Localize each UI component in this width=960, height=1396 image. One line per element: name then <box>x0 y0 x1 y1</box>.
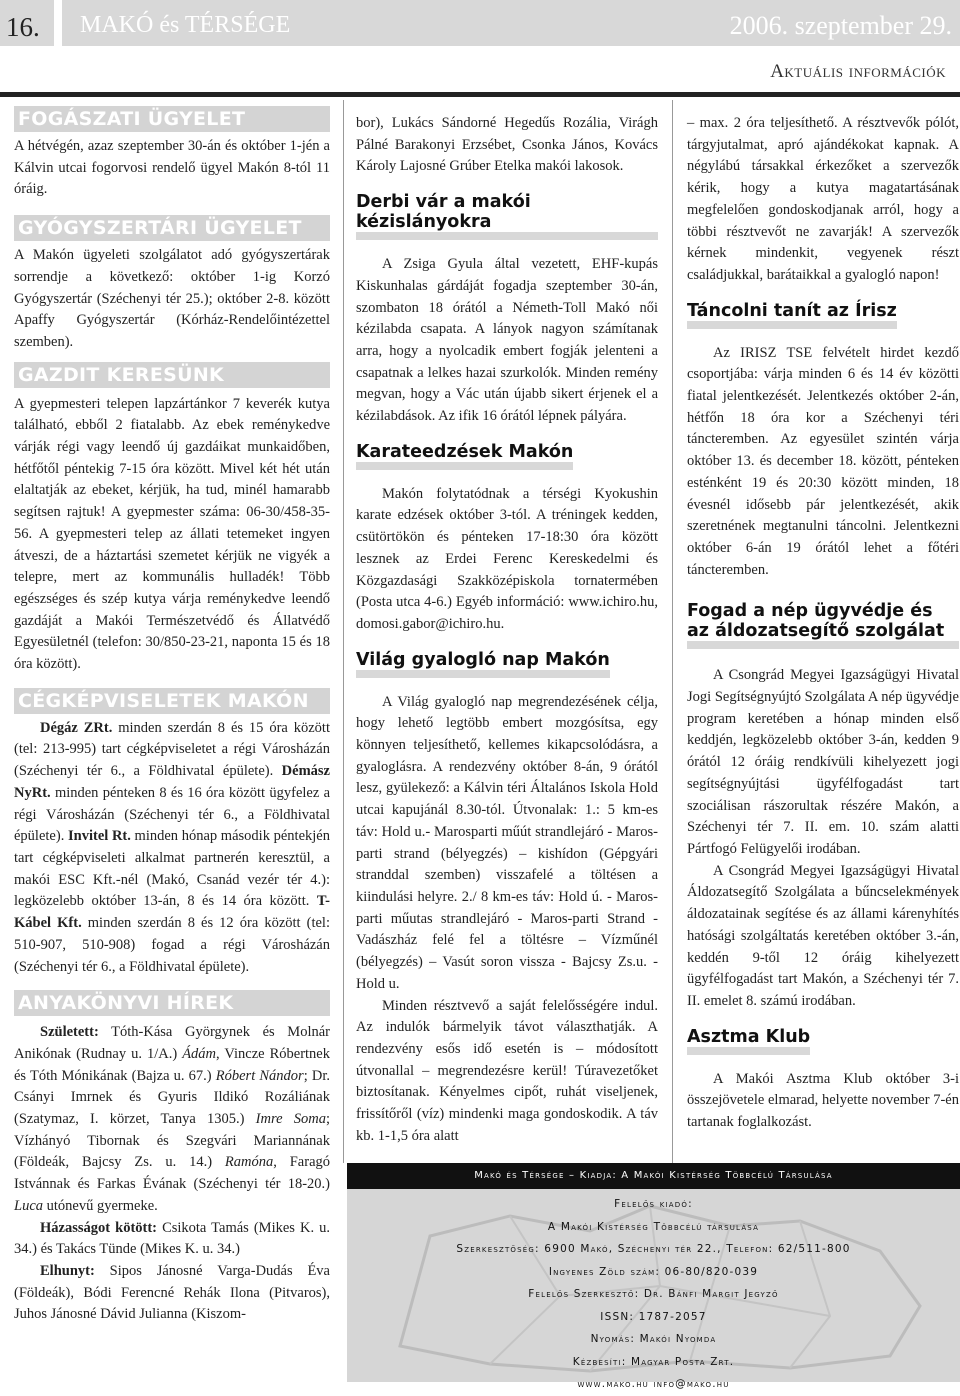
impressum-line: Szerkesztőség: 6900 Makó, Széchenyi tér 22., Telefon: 62/511-800 <box>456 1243 851 1255</box>
paper-name: MAKÓ és TÉRSÉGE <box>80 12 291 38</box>
impressum-line: A Makói Kistérség Többcélú társulása <box>547 1220 760 1233</box>
article-asztma: A Makói Asztma Klub október 3-i összejövetele elmarad, helyette november 7-én tartanak foglalkozást. <box>687 1070 959 1131</box>
column-divider <box>672 100 673 1163</box>
company-tkabel: T-Kábel Kft. <box>14 893 330 932</box>
top-rule <box>0 92 960 97</box>
impressum-link[interactable]: www.mako.hu info@mako.hu <box>577 1378 730 1390</box>
heading-karate: Karateedzések Makón <box>356 442 573 470</box>
article-derbi: A Zsiga Gyula által vezetett, EHF-kupás Kiskunhalas gárdáját fogadja szeptember 30-án, szombaton 18 órától a Németh-Toll Makó női kézilabda csapata. A lányok nagyon számítanak arra, hogy a nyolcadik embert fogják jelenteni a csapatnak a lelkes hazai szurkolók. Minden remény megvan, hogy a Vác után újabb sikert érjenek el a kézilabdások. Az ifik 16 órától lépnek pályára. <box>356 256 658 425</box>
article-szuletett: Született: Tóth-Kása Györgynek és Molnár Anikónak (Rudnay u. 1/A.) Ádám, Vincze Róbertnek és Tóth Mónikának (Bajza u. 67.) Róbert Nándor; Dr. Csányi Imrnek és Gyuris Ildikó Rozáliának (Szatymaz, I. körzet, Tanya 1305.) Imre Soma; Vízhányó Tibornak és Szegvári Mariannának (Földeák, Bajcsy Zs. u. 14.) Ramóna, Faragó Istvánnak és Farkas Évának (Széchenyi tér 18-20.) Luca utónevű gyermeke. <box>14 1024 331 1214</box>
article-fogad-2: A Csongrád Megyei Igazságügyi Hivatal Áldozatsegítő Szolgálata a bűncselekmények áldozatainak segítése és az állami kárenyhítés hatósági szolgáltatás keretében október 3.-án, keddén 9-től 12 óráig kihelyezett ügyfélfogadást tart Makón, a Széchenyi tér 7. II. emelet 8. számú irodában. <box>687 862 959 1009</box>
article-hazassag: Házasságot kötött: Csikota Tamás (Mikes K. u. 34.) és Takács Tünde (Mikes K. u. 34.) <box>14 1219 330 1258</box>
company-demasz: Démász NyRt. <box>14 763 330 801</box>
article-gazdit: A gyepmesteri telepen lapzártánkor 7 keverék kutya található, ebből 2 fiatalabb. Az ebek reménykedve várják régi vagy leendő új gazdáikat munkaidőben, hétfőtől péntekig 7-15 óra között. Mivel két hét után elaltatják az ebeket, kérjük, ha tud, minél hamarabb segítsen rajtuk! A gyepmester száma: 06-30/458-35-56. A gyepmesteri telep az állati tetemeket ingyen átveszi, de a háztartási szemetet kérjük ne vigyék a telepre, mert az kommunális hulladék! Több egészséges és szép kutya várja reménykedve leendő gazdáját a Makói Természetvédő és Állatvédő Egyesületnél (telefon: 30/850-23-21, naponta 15 és 18 óra között). <box>14 395 330 673</box>
section-title: Aktuális információk <box>770 61 946 82</box>
impressum-line: Kézbesíti: Magyar Posta Zrt. <box>572 1355 735 1368</box>
company-invitel: Invitel Rt. <box>68 828 131 845</box>
heading-gazdit: GAZDIT KERESÜNK <box>14 362 330 388</box>
impressum-line: ISSN: 1787-2057 <box>600 1310 707 1323</box>
heading-vilag-gyalogло: Világ gyalogló nap Makón <box>356 650 610 678</box>
issue-date: 2006. szeptember 29. <box>729 11 952 40</box>
article-vilag-gyalogló-2: Minden résztvevő a saját felelősségére indul. Az indulók bármelyik távot választhatják. A rendezvény esős idő esetén is – módosított útvonallal – megrendezésre kerül! Túravezetőket biztosítanak. Kényelmes cipőt, ruhát viseljenek, frissítőről (víz) mindenki maga gondoskodik. A táv kb. 1-1,5 óra alatt <box>356 997 658 1144</box>
article-fogad-1: A Csongrád Megyei Igazságügyi Hivatal Jogi Segítségnyújtó Szolgálata A nép ügyvédje program keretében a hónap minden első keddjén, legközelebb október 3-án, kedden 9 órától 12 óráig rendkívüli kihelyezett jogi segítségnyújtási ügyfélfogadást tart szociálisan rászorultak részére Makón, a Széchenyi tér 7. II. em. 10. szám alatti Pártfogó Felügyelői irodában. <box>687 667 959 857</box>
article-cegkepviseletek: Dégáz ZRt. minden szerdán 8 és 15 óra között (tel: 213-995) tart cégképviseletet a régi Városházán (Széchenyi tér 6., a Földhivatal épülete). Démász NyRt. minden pénteken 8 és 16 óra között ügyfelez a régi Városházán (Széchenyi tér 6., a Földhivatal épülete). Invitel Rt. minden hónap második péntekjén tart cégképviseleti alkalmat partnerén keresztül, a makói ESC Kft.-nél (Makó, Csanád vezér tér 4.): legközelebb október 13-án, 8 és 14 óra között. T-Kábel Kft. minden szerdán 8 és 12 óra között (tel: 510-907, 510-908) fogad a régi Városházán (Széchenyi tér 6., a Földhivatal épülete). <box>14 719 330 975</box>
impressum-title: Makó és Térsége – Kiadja: A Makói Kistérség Többcélú Társulása <box>347 1163 960 1189</box>
impressum-lines <box>347 1193 960 1396</box>
impressum-line: Nyomás: Makói Nyomda <box>590 1333 717 1345</box>
heading-derbi: Derbi vár a makói kézislányokra <box>356 192 658 240</box>
impressum-line: Ingyenes Zöld szám: 06-80/820-039 <box>548 1265 759 1278</box>
article-karate: Makón folytatódnak a térségi Kyokushin karate edzések október 3-tól. A tréningek kedden, csütörtökön és pénteken 17-18:30 óra között lesznek az Erdei Ferenc Kereskedelmi és Közgazdasági Szakközépiskola tornatermében (Posta utca 4-6.) Egyéb információ: www.ichiro.hu, domosi.gabor@ichiro.hu. <box>356 485 658 632</box>
heading-fogaszati: FOGÁSZATI ÜGYELET <box>14 106 330 132</box>
heading-asztma: Asztma Klub <box>687 1027 810 1055</box>
article-tancolni: Az IRISZ TSE felvételt hirdet kezdő csoportjába: várja minden 6 és 14 év közötti fiatal jelentkezését. Jelentkezés október 2-án, hétfőn 18 óra kor a Széchenyi téri táncteremben. Az egyesület szintén várja október 13. és december 18. között, pénteken esténként 19 és 20:30 között minden, 18 évesnél idősebb pár jelentkezését, akik szeretnének megtanulni táncolni. Jelentkezni október 6-án 19 órától lehet a főtéri táncteremben. <box>687 344 959 578</box>
heading-gyogyszertari: GYÓGYSZERTÁRI ÜGYELET <box>14 215 330 241</box>
article-vilag-gyalogló-1: A Világ gyalogló nap megrendezésének célja, hogy lehető legtöbb embert mozgósítsa, egy könnyen teljesíthető, kellemes kikapcsolódásra, a gyaloglásra. A rendezvény október 8-án, 9 órától lesz, gyülekező: a Kálvin téri Általános Iskola Hold utcai kapujánál 8.30-tól. Útvonalak: 1.: 5 km-es táv: Hold u.- Marosparti műút strandlejáró - Maros-parti strand (bélyegzés) – kishídon (Gépgyári stranddal szemben) visszafelé a töltésen a kiindulási helyre. 2./ 8 km-es táv: Hold ú. - Maros-parti műutas strandlejáró - Maros-parti Strand -Vadászház felé fel a töltésre – Vízműnél (bélyegzés) – Vasút soron vissza - Bajcsy Zs.u. - Hold u. <box>356 693 658 992</box>
page-number: 16. <box>0 0 54 46</box>
article-elhunyt: Elhunyt: Sipos Jánosné Varga-Dudás Éva (Földeák), Bódi Ferencné Rehák Ilona (Pitvaros), Juhos Jánosné Dávid Julianna (Kiszom- <box>14 1262 330 1323</box>
heading-anyakonyvi: ANYAKÖNYVI HÍREK <box>14 990 330 1016</box>
article-elhunyt-continued: bor), Lukács Sándorné Hegedűs Rozália, Virágh Pálné Barakonyi Erzsébet, Csonka János, Kovács Károly Lajosné Grúber Etelka makói lakosok. <box>356 115 658 175</box>
masthead-bar <box>62 0 960 46</box>
impressum-line: Felelős kiadó: <box>614 1198 693 1210</box>
article-gyalogló-continued: – max. 2 óra teljesíthető. A résztvevők pólót, tárgyjutalmat, apró ajándékokat kapnak. A négylábú társakkal érkezőket a szervezők kérik, hogy a kutya magatartásának megfelelően gondoskodjanak arról, hogy a többi résztvevőt ne zavarják! A szervezők kérnek mindenkit, vegyenek részt családjukkal, barátaikkal a gyalogló napon! <box>687 115 959 283</box>
column-2 <box>356 113 658 1147</box>
heading-cegkepviseletek: CÉGKÉPVISELETEK MAKÓN <box>14 688 330 714</box>
article-fogaszati: A hétvégén, azaz szeptember 30-án és október 1-jén a Kálvin utcai fogorvosi rendelő ügyel Makón 8-tól 11 óráig. <box>14 138 330 198</box>
column-1 <box>14 104 330 1326</box>
heading-fogad: Fogad a nép ügyvédje és az áldozatsegítő szolgálat <box>687 601 959 649</box>
impressum-line: Felelős Szerkesztő: Dr. Bánfi Margit Jegyző <box>528 1288 779 1300</box>
company-degaz: Dégáz ZRt. <box>40 719 113 736</box>
article-gyogyszertari: A Makón ügyeleti szolgálatot adó gyógyszertárak sorrendje a következő: október 1-ig Korzó Gyógyszertár (Széchenyi tér 25.); október 2-8. között Apaffy Gyógyszertár (Kórház-Rendelőintézettel szemben). <box>14 247 330 350</box>
column-divider <box>343 100 344 1163</box>
heading-tancolni: Táncolni tanít az Írisz <box>687 301 897 329</box>
column-3 <box>687 113 959 1134</box>
